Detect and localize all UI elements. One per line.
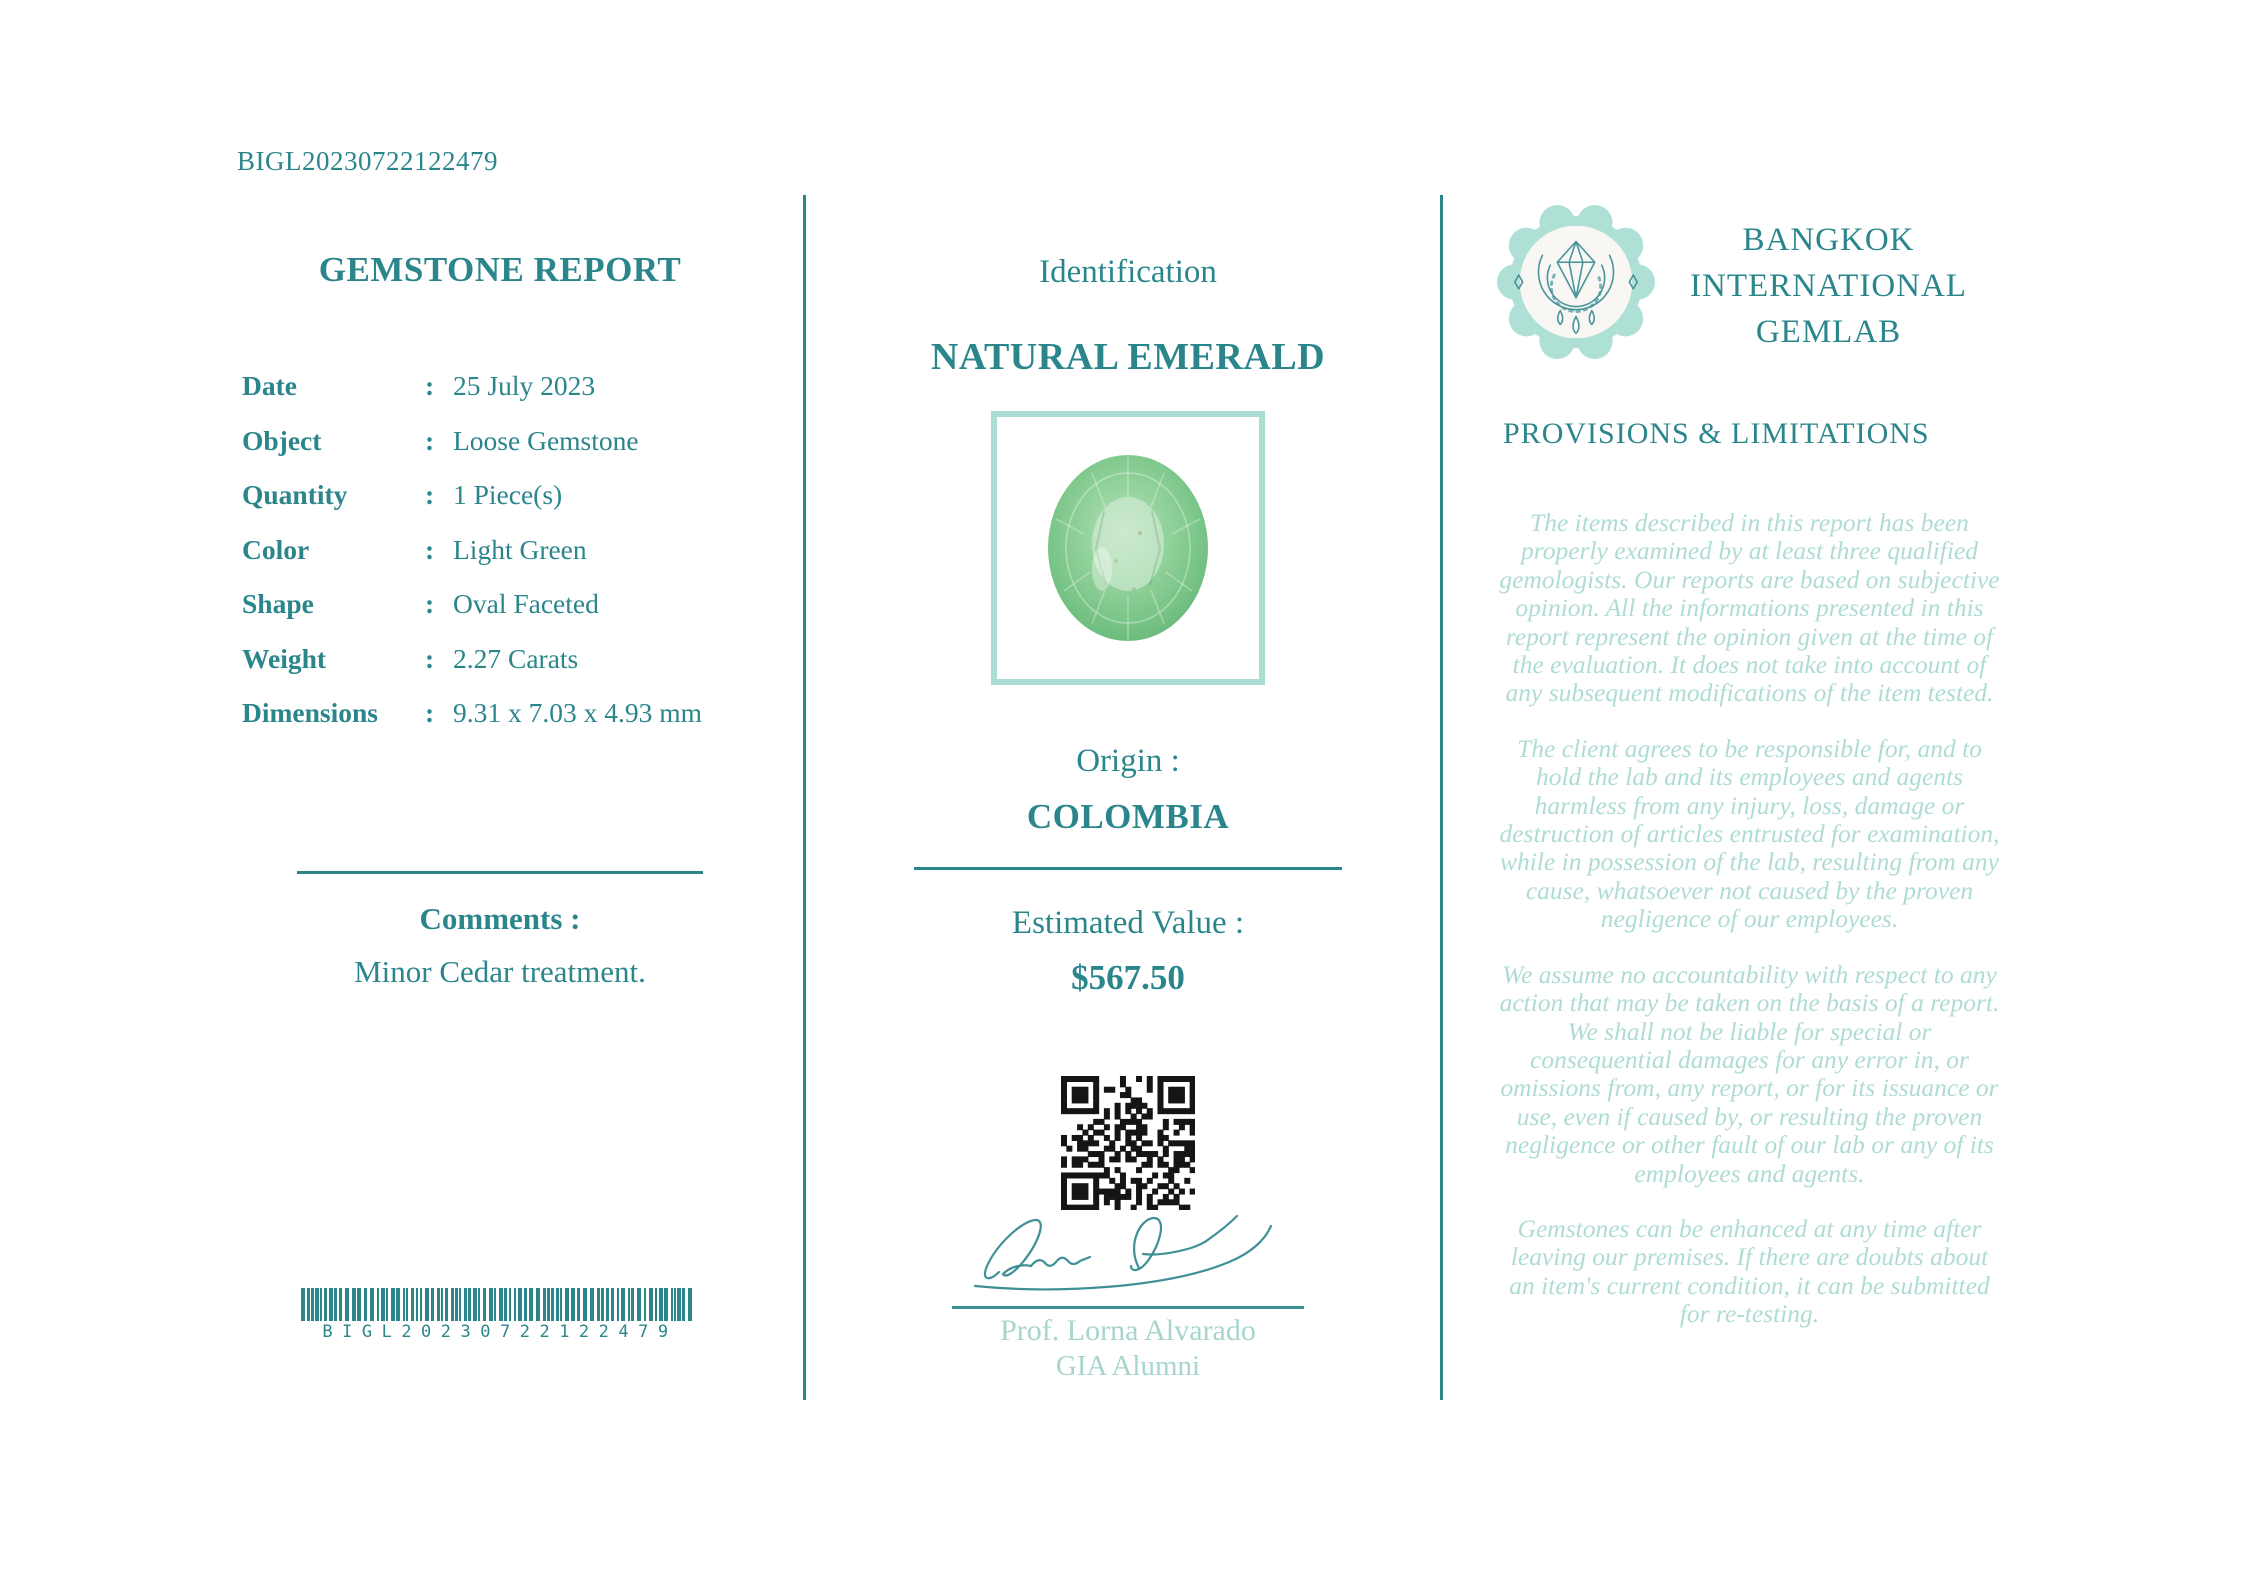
field-value: Oval Faceted <box>453 588 599 619</box>
field-label: Dimensions <box>242 697 378 728</box>
field-colon: : <box>425 370 435 401</box>
field-value: 2.27 Carats <box>453 642 579 674</box>
column-divider-right <box>1440 195 1443 1400</box>
provisions-paragraph: The client agrees to be responsible for, and to hold the lab and its employees and agents harmless from any injury, loss, damage or destruction of articles entrusted for examination, while in possession of the lab, resulting from any cause, whatsoever not caused by the proven negligence of our employees. <box>1499 733 2000 934</box>
signature-divider <box>952 1306 1304 1309</box>
comments-text: Minor Cedar treatment. <box>354 954 646 989</box>
table-row-date <box>242 370 762 425</box>
field-label: Color <box>242 533 310 565</box>
estimated-value-heading: Estimated Value : <box>1011 905 1245 941</box>
table-row-object <box>242 425 762 480</box>
origin-value: COLOMBIA <box>1026 797 1230 836</box>
origin-heading: Origin : <box>1076 743 1180 779</box>
qr-code <box>1061 1076 1195 1210</box>
report-column <box>240 0 760 1586</box>
provisions-paragraph: The items described in this report has been properly examined by at least three qualified gemologists. Our reports are based on subjective opinion. All the informations presented in this report represent the opinion given at the time of the evaluation. It does not take into account of any subsequent modifications of the item tested. <box>1499 508 2000 708</box>
qr-code-image <box>1061 1076 1195 1210</box>
field-value: 9.31 x 7.03 x 4.93 mm <box>453 697 703 728</box>
field-label: Object <box>242 424 322 456</box>
field-colon: : <box>425 424 435 456</box>
table-row-dimensions <box>242 697 762 752</box>
comments-divider <box>297 871 703 874</box>
barcode-image <box>301 1288 699 1321</box>
stone-name: NATURAL EMERALD <box>930 336 1326 378</box>
value-divider <box>914 867 1342 870</box>
field-label: Date <box>242 370 297 401</box>
field-colon: : <box>425 642 435 674</box>
signatory-name: Prof. Lorna Alvarado <box>1000 1314 1256 1347</box>
table-row-weight <box>242 643 762 698</box>
field-colon: : <box>425 533 435 565</box>
report-number: BIGL20230722122479 <box>237 146 498 176</box>
barcode <box>301 1288 699 1342</box>
provisions-heading: PROVISIONS & LIMITATIONS <box>1503 417 1930 450</box>
table-row-color <box>242 534 762 589</box>
field-value: Light Green <box>453 533 587 565</box>
gemstone-photo <box>1042 449 1214 647</box>
identification-heading: Identification <box>1039 254 1217 290</box>
field-label: Shape <box>242 588 314 619</box>
report-title: GEMSTONE REPORT <box>318 250 682 289</box>
field-colon: : <box>425 588 435 619</box>
lab-header <box>1497 200 2002 364</box>
field-label: Quantity <box>242 479 348 510</box>
lab-column <box>1497 0 2002 1586</box>
barcode-label: BIGL20230722122479 <box>322 1322 678 1342</box>
provisions-text <box>1497 509 2002 1356</box>
provisions-paragraph: We assume no accountability with respect to any action that may be taken on the basis of a report. We shall not be liable for special or consequential damages for any error in, or omissions from, any report, or for its issuance or use, even if caused by, or resulting the proven negligence or other fault of our lab or any of its employees and agents. <box>1499 959 2000 1188</box>
field-colon: : <box>425 479 435 510</box>
table-row-shape <box>242 588 762 643</box>
estimated-value: $567.50 <box>1071 958 1185 997</box>
field-colon: : <box>425 697 435 728</box>
report-details-table <box>242 370 762 752</box>
field-value: 1 Piece(s) <box>453 479 563 510</box>
comments-heading: Comments : <box>419 901 581 936</box>
field-value: 25 July 2023 <box>453 370 596 401</box>
signature <box>963 1208 1293 1308</box>
provisions-paragraph: Gemstones can be enhanced at any time after leaving our premises. If there are doubts about an item's current condition, it can be submitted for re-testing. <box>1509 1213 1990 1329</box>
lab-name: BANGKOK INTERNATIONAL GEMLAB <box>1690 222 1967 350</box>
field-label: Weight <box>242 642 327 674</box>
identification-column <box>845 0 1411 1586</box>
signatory-title: GIA Alumni <box>1055 1350 1201 1382</box>
gemstone-photo-frame <box>991 411 1265 685</box>
field-value: Loose Gemstone <box>453 424 639 456</box>
table-row-quantity <box>242 479 762 534</box>
column-divider-left <box>803 195 806 1400</box>
gemlab-logo-icon <box>1497 200 1655 364</box>
